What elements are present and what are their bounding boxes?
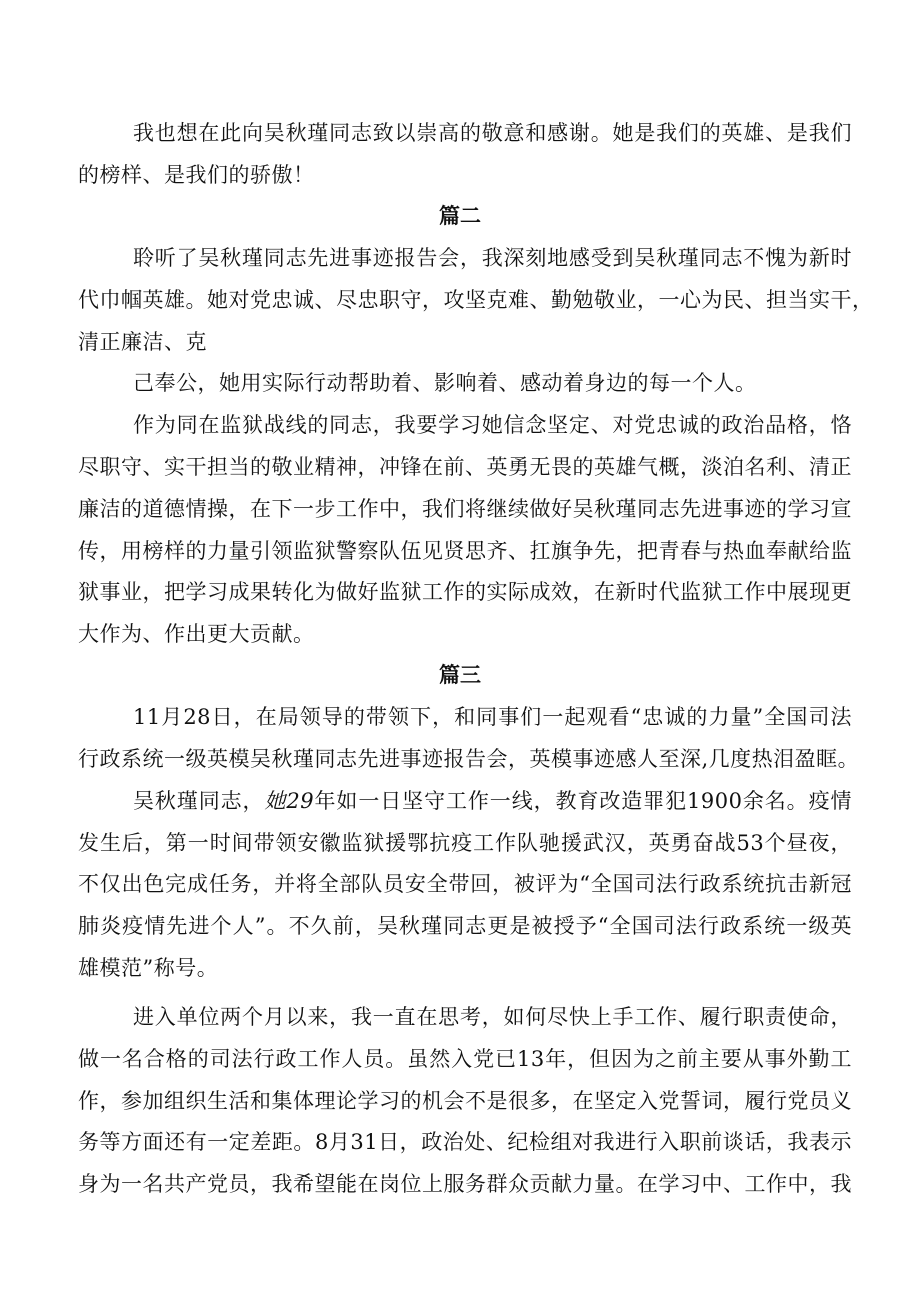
paragraph-line: 我也想在此向吴秋瑾同志致以崇高的敬意和感谢。她是我们的英雄、是我们: [133, 121, 852, 145]
paragraph-line: 行政系统一级英模吴秋瑾同志先进事迹报告会，英模事迹感人至深,几度热泪盈眶。: [78, 747, 860, 771]
italic-text-segment: 她29: [264, 789, 315, 813]
paragraph-line: 的榜样、是我们的骄傲！: [78, 163, 315, 187]
section-heading-3: 篇三: [439, 662, 481, 687]
paragraph-line: 代巾帼英雄。她对党忠诚、尽忠职守，攻坚克难、勤勉敬业，一心为民、担当实干，: [78, 288, 874, 312]
paragraph-line: 进入单位两个月以来，我一直在思考，如何尽快上手工作、履行职责使命，: [133, 1005, 852, 1029]
paragraph-line: 11月28日，在局领导的带领下，和同事们一起观看“忠诚的力量”全国司法: [133, 705, 852, 729]
paragraph-line: 身为一名共产党员，我希望能在岗位上服务群众贡献力量。在学习中、工作中，我: [78, 1172, 852, 1196]
paragraph-line: 发生后，第一时间带领安徽监狱援鄂抗疫工作队驰援武汉，英勇奋战53个昼夜，: [78, 831, 852, 855]
text-segment: 吴秋瑾同志，: [133, 789, 265, 813]
paragraph-line: 清正廉洁、克: [78, 330, 207, 354]
paragraph-line: 尽职守、实干担当的敬业精神，冲锋在前、英勇无畏的英雄气概，淡泊名利、清正: [78, 455, 852, 479]
paragraph-line: 雄模范”称号。: [78, 956, 219, 980]
paragraph-line: 作，参加组织生活和集体理论学习的机会不是很多，在坚定入党誓词，履行党员义: [78, 1089, 852, 1113]
paragraph-line: 狱事业，把学习成果转化为做好监狱工作的实际成效，在新时代监狱工作中展现更: [78, 580, 852, 604]
paragraph-line: 做一名合格的司法行政工作人员。虽然入党已13年，但因为之前主要从事外勤工: [78, 1047, 852, 1071]
section-heading-2: 篇二: [439, 203, 481, 228]
paragraph-line: 不仅出色完成任务，并将全部队员安全带回，被评为“全国司法行政系统抗击新冠: [78, 872, 852, 896]
paragraph-line: 务等方面还有一定差距。8月31日，政治处、纪检组对我进行入职前谈话，我表示: [78, 1130, 852, 1154]
paragraph-line: [133, 786, 852, 816]
paragraph-line: 大作为、作出更大贡献。: [78, 622, 315, 646]
text-segment: 年如一日坚守工作一线，教育改造罪犯1900余名。疫情: [314, 789, 852, 813]
paragraph-line: 传，用榜样的力量引领监狱警察队伍见贤思齐、扛旗争先，把青春与热血奉献给监: [78, 539, 852, 563]
paragraph-line: 聆听了吴秋瑾同志先进事迹报告会，我深刻地感受到吴秋瑾同志不愧为新时: [133, 246, 852, 270]
paragraph-line: 己奉公，她用实际行动帮助着、影响着、感动着身边的每一个人。: [133, 371, 757, 395]
paragraph-line: 肺炎疫情先进个人”。不久前，吴秋瑾同志更是被授予“全国司法行政系统一级英: [78, 914, 852, 938]
paragraph-line: 作为同在监狱战线的同志，我要学习她信念坚定、对党忠诚的政治品格，恪: [133, 413, 852, 437]
paragraph-line: 廉洁的道德情操，在下一步工作中，我们将继续做好吴秋瑾同志先进事迹的学习宣: [78, 497, 852, 521]
